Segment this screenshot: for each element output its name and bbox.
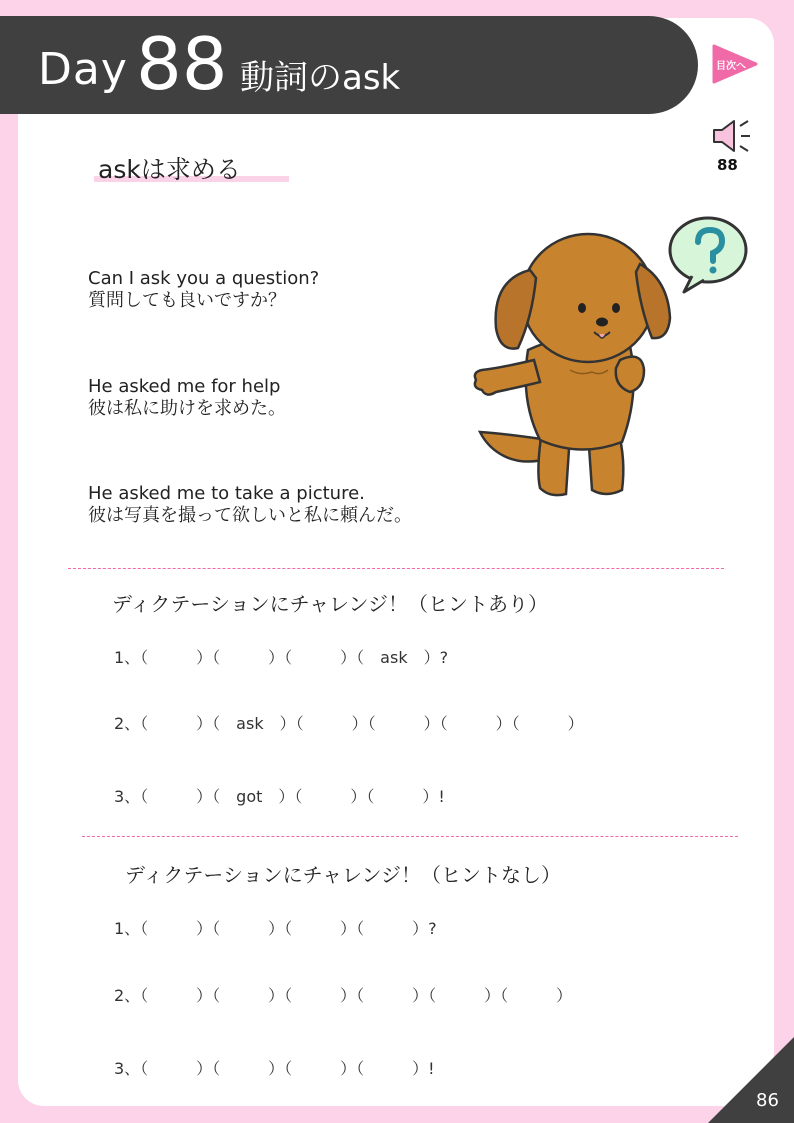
dictation-row: 3、（ ）（ ）（ ）（ ）! [114, 1059, 435, 1078]
dictation-row: 2、（ ）（ ask ）（ ）（ ）（ ）（ ） [114, 714, 584, 733]
challenge-nohint-title: ディクテーションにチャレンジ！（ヒントなし） [125, 863, 561, 887]
dictation-row: 1、（ ）（ ）（ ）（ ）? [114, 919, 437, 938]
sentence-1 [88, 268, 319, 312]
dashed-divider [68, 568, 724, 569]
toc-link[interactable]: 目次へ [716, 61, 746, 72]
day-number: 88 [136, 22, 228, 106]
day-title: 動詞のask [240, 58, 401, 98]
question-bubble-icon [670, 218, 746, 292]
sentence-en: He asked me to take a picture. [88, 483, 365, 504]
sentence-en: He asked me for help [88, 376, 281, 397]
section-title: askは求める [98, 155, 241, 184]
sentence-ja: 彼は私に助けを求めた。 [88, 398, 286, 419]
dashed-divider [82, 836, 738, 837]
page-corner [708, 1037, 794, 1123]
dog-illustration [470, 210, 760, 510]
audio-track-number: 88 [717, 156, 738, 174]
speaker-icon[interactable] [710, 118, 754, 154]
dictation-row: 3、（ ）（ got ）（ ）（ ）! [114, 787, 445, 806]
dictation-row: 1、（ ）（ ）（ ）（ ask ）? [114, 648, 449, 667]
sentence-ja: 彼は写真を撮って欲しいと私に頼んだ。 [88, 505, 412, 526]
sentence-2 [88, 376, 286, 420]
day-prefix: Day [38, 44, 128, 95]
sentence-ja: 質問しても良いですか？ [88, 290, 286, 311]
page-number: 86 [756, 1090, 779, 1111]
sentence-3 [88, 483, 412, 527]
challenge-hint-title: ディクテーションにチャレンジ！（ヒントあり） [112, 592, 548, 616]
sentence-en: Can I ask you a question? [88, 268, 320, 289]
dictation-row: 2、（ ）（ ）（ ）（ ）（ ）（ ） [114, 986, 573, 1005]
